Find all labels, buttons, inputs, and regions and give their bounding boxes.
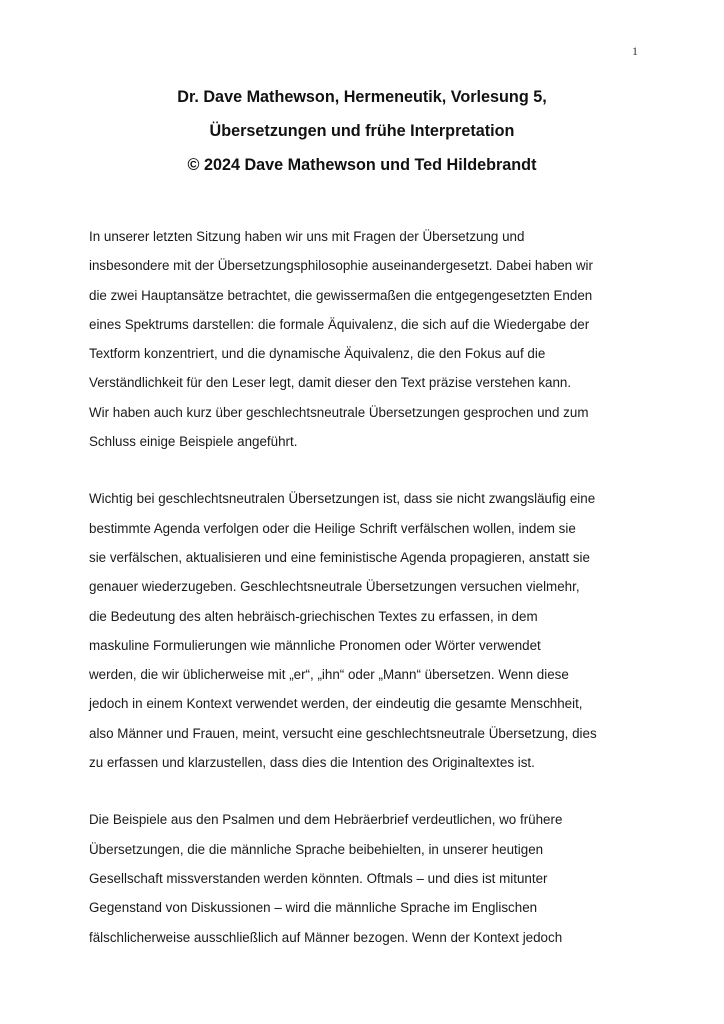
document-header bbox=[0, 80, 724, 182]
text-line: Schluss einige Beispiele angeführt. bbox=[89, 434, 298, 450]
text-line: Verständlichkeit für den Leser legt, damit dieser den Text präzise verstehen kann. bbox=[89, 375, 572, 391]
text-line: fälschlicherweise ausschließlich auf Männer bezogen. Wenn der Kontext jedoch bbox=[89, 929, 563, 945]
header-subtitle-line: Übersetzungen und frühe Interpretation bbox=[209, 122, 515, 140]
text-line: genauer wiederzugeben. Geschlechtsneutrale Übersetzungen versuchen vielmehr, bbox=[89, 579, 580, 595]
header-title-line: Dr. Dave Mathewson, Hermeneutik, Vorlesung 5, bbox=[177, 88, 547, 106]
text-line: Die Beispiele aus den Psalmen und dem Hebräerbrief verdeutlichen, wo frühere bbox=[89, 812, 563, 828]
text-line: also Männer und Frauen, meint, versucht eine geschlechtsneutrale Übersetzung, dies bbox=[89, 725, 597, 741]
text-line: Gegenstand von Diskussionen – wird die männliche Sprache im Englischen bbox=[89, 900, 538, 916]
text-line: eines Spektrums darstellen: die formale Äquivalenz, die sich auf die Wiedergabe der bbox=[89, 316, 590, 332]
text-line: Wichtig bei geschlechtsneutralen Übersetzungen ist, dass sie nicht zwangsläufig eine bbox=[89, 491, 596, 507]
text-line: In unserer letzten Sitzung haben wir uns mit Fragen der Übersetzung und bbox=[89, 229, 525, 244]
text-line: bestimmte Agenda verfolgen oder die Heilige Schrift verfälschen wollen, indem sie bbox=[89, 520, 576, 536]
text-line: die zwei Hauptansätze betrachtet, die gewissermaßen die entgegengesetzten Enden bbox=[89, 287, 593, 303]
header-copyright-line: © 2024 Dave Mathewson und Ted Hildebrandt bbox=[187, 156, 537, 174]
text-line: insbesondere mit der Übersetzungsphilosophie auseinandergesetzt. Dabei haben wir bbox=[89, 258, 593, 274]
text-line: Textform konzentriert, und die dynamische Äquivalenz, die den Fokus auf die bbox=[89, 346, 546, 362]
text-line: Gesellschaft missverstanden werden könnten. Oftmals – und dies ist mitunter bbox=[89, 870, 548, 886]
text-line: jedoch in einem Kontext verwendet werden, der eindeutig die gesamte Menschheit, bbox=[89, 696, 583, 712]
paragraph-2 bbox=[89, 484, 649, 777]
document-body bbox=[89, 222, 649, 980]
paragraph-1 bbox=[89, 222, 649, 456]
text-line: maskuline Formulierungen wie männliche Pronomen oder Wörter verwendet bbox=[89, 637, 541, 653]
text-line: zu erfassen und klarzustellen, dass dies die Intention des Originaltextes ist. bbox=[89, 755, 535, 771]
text-line: sie verfälschen, aktualisieren und eine feministische Agenda propagieren, anstatt sie bbox=[89, 549, 590, 565]
page-number: 1 bbox=[632, 44, 638, 58]
paragraph-3 bbox=[89, 805, 649, 951]
text-line: die Bedeutung des alten hebräisch-griechischen Textes zu erfassen, in dem bbox=[89, 608, 538, 624]
text-line: Wir haben auch kurz über geschlechtsneutrale Übersetzungen gesprochen und zum bbox=[89, 404, 589, 420]
text-line: werden, die wir üblicherweise mit „er“, „ihn“ oder „Mann“ übersetzen. Wenn diese bbox=[89, 667, 569, 683]
text-line: Übersetzungen, die die männliche Sprache beibehielten, in unserer heutigen bbox=[89, 841, 544, 857]
